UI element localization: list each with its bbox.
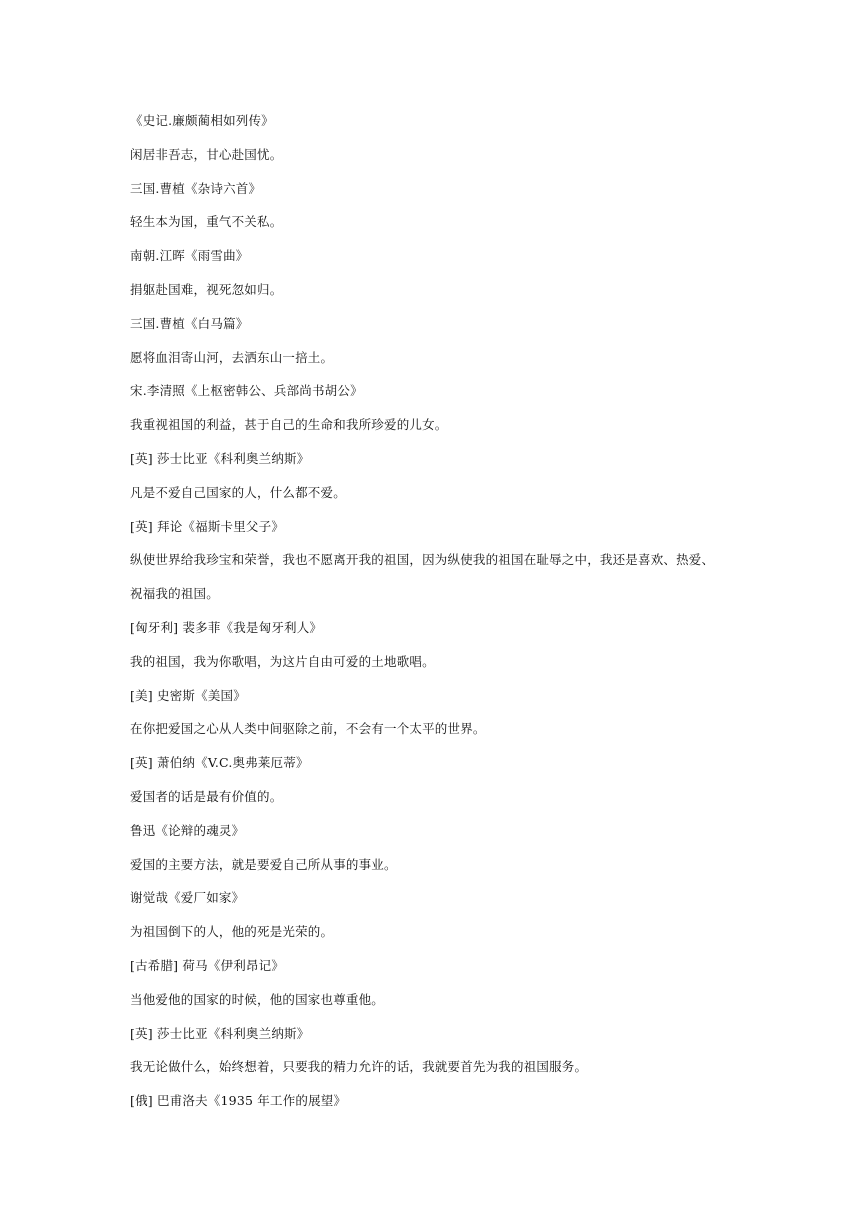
text-line: 凡是不爱自己国家的人，什么都不爱。: [130, 484, 346, 500]
text-line: 三国.曹植《杂诗六首》: [130, 180, 262, 196]
text-line: 我的祖国，我为你歌唱，为这片自由可爱的土地歌唱。: [130, 653, 435, 669]
text-line: 我重视祖国的利益，甚于自己的生命和我所珍爱的儿女。: [130, 417, 448, 433]
text-line: 在你把爱国之心从人类中间驱除之前，不会有一个太平的世界。: [130, 721, 486, 737]
text-line: 《史记.廉颇蔺相如列传》: [130, 113, 274, 128]
text-line: 为祖国倒下的人，他的死是光荣的。: [130, 924, 334, 940]
text-line: 捐躯赴国难，视死忽如归。: [130, 281, 283, 297]
text-line: 南朝.江晖《雨雪曲》: [130, 248, 249, 264]
text-line: [俄] 巴甫洛夫《1935 年工作的展望》: [130, 1093, 347, 1109]
text-line: 鲁迅《论辩的魂灵》: [130, 822, 245, 838]
text-line: [英] 莎士比亚《科利奥兰纳斯》: [130, 1025, 310, 1041]
text-line: 谢觉哉《爱厂如家》: [130, 890, 245, 906]
text-line: [美] 史密斯《美国》: [130, 687, 246, 703]
text-line: 宋.李清照《上枢密韩公、兵部尚书胡公》: [130, 383, 363, 399]
text-line: [英] 萧伯纳《V.C.奥弗莱厄蒂》: [130, 755, 309, 771]
text-line: [英] 莎士比亚《科利奥兰纳斯》: [130, 450, 310, 466]
text-line: [匈牙利] 裴多菲《我是匈牙利人》: [130, 619, 323, 635]
text-line: 愿将血泪寄山河，去洒东山一掊土。: [130, 349, 334, 365]
text-line: 爱国的主要方法，就是要爱自己所从事的事业。: [130, 856, 397, 872]
text-body: [130, 110, 750, 1124]
text-line: 爱国者的话是最有价值的。: [130, 788, 283, 804]
text-line: 我无论做什么，始终想着，只要我的精力允许的话，我就要首先为我的祖国服务。: [130, 1059, 588, 1075]
text-line: 当他爱他的国家的时候，他的国家也尊重他。: [130, 991, 385, 1007]
text-line: 闲居非吾志，甘心赴国忧。: [130, 146, 283, 162]
text-line: 三国.曹植《白马篇》: [130, 315, 249, 331]
text-line: 纵使世界给我珍宝和荣誉，我也不愿离开我的祖国，因为纵使我的祖国在耻辱之中，我还是喜欢、热爱、: [130, 552, 715, 568]
text-line: [古希腊] 荷马《伊利昂记》: [130, 957, 285, 973]
text-line: [英] 拜论《福斯卡里父子》: [130, 518, 285, 534]
text-line: 祝福我的祖国。: [130, 586, 219, 602]
text-line: 轻生本为国，重气不关私。: [130, 214, 283, 230]
